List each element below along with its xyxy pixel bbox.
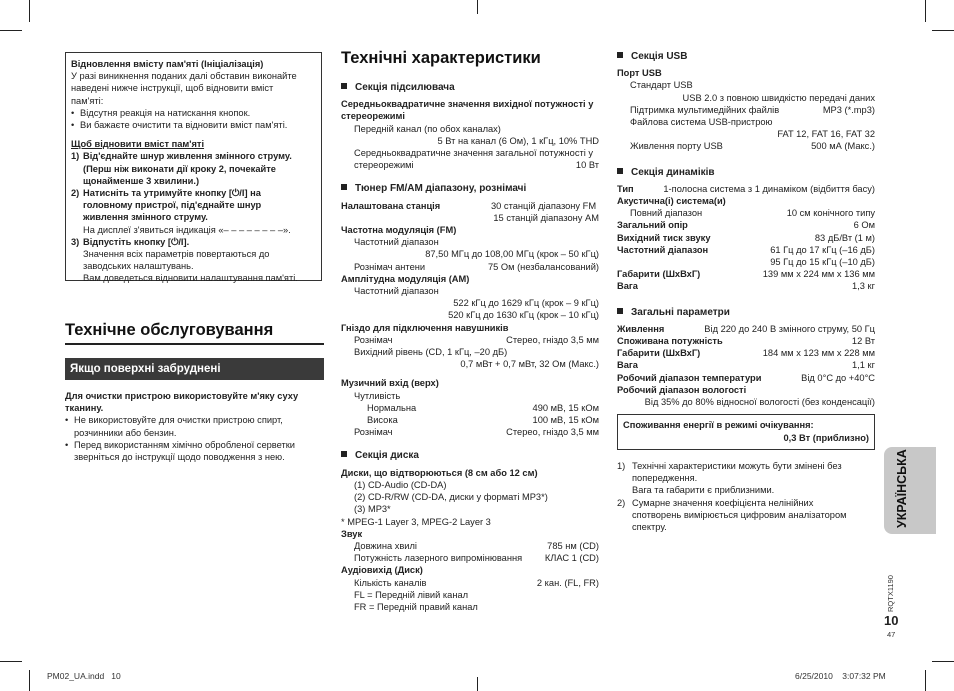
tuner-heading: Тюнер FM/AM діапазону, рознімачі [341, 183, 599, 195]
crop-mark [477, 677, 478, 691]
step-1: 1) Від'єднайте шнур живлення змінного струму. (Перш ніж виконати дії кроку 2, почекайте щонайменше 3 хвилини.) [71, 151, 292, 186]
step-3: 3) Відпустіть кнопку [⏻/I]. Значення всіх параметрів повертаються до заводських налаштувань. Вам доведеться відновити налаштування пам'яті. [71, 236, 298, 284]
list-item: • Відсутня реакція на натискання кнопок. [71, 107, 251, 118]
specs-title: Технічні характеристики [341, 49, 541, 67]
page-number: 10 [884, 613, 899, 628]
speaker-heading: Секція динаміків [617, 167, 875, 179]
crop-mark [0, 30, 22, 31]
page-sub-number: 47 [887, 630, 896, 639]
step-2: 2) Натисніть та утримуйте кнопку [⏻/I] на головному пристрої, під'єднайте шнур живлення змінного струму. На дисплеї з'явиться індикація «– – – – – – – –». [71, 188, 291, 235]
init-intro-3: пам'яті: [71, 95, 104, 106]
language-tab-label: УКРАЇНСЬКА [895, 449, 909, 528]
crop-mark [932, 661, 954, 662]
crop-mark [925, 670, 926, 691]
crop-mark [925, 0, 926, 22]
title-rule [65, 343, 324, 345]
doc-code: RQTX1190 [886, 575, 895, 612]
general-heading: Загальні параметри [617, 307, 875, 319]
notes [617, 460, 875, 533]
memory-init-box [65, 52, 322, 284]
usb-heading: Секція USB [617, 51, 875, 63]
crop-mark [29, 0, 30, 22]
init-subtitle: Щоб відновити вміст пам'яті [71, 139, 205, 150]
disc-heading: Секція диска [341, 450, 599, 462]
init-intro-1: У разі виникнення поданих далі обставин виконайте [71, 71, 297, 82]
list-item: • Перед використанням хімічно обробленої серветки зверніться до інструкції щодо поводження з нею. [65, 439, 296, 463]
crop-mark [0, 661, 22, 662]
footer-date: 6/25/2010 3:07:32 PM [795, 671, 886, 681]
note-1: 1) Технічні характеристики можуть бути змінені без попередження. Вага та габарити є приблизними. [617, 461, 842, 496]
init-title: Відновлення вмісту пам'яті (Ініціалізація) [71, 59, 264, 69]
crop-mark [477, 0, 478, 14]
note-2: 2) Сумарне значення коефіцієнта нелінійних спотворень вимірюється цифровим аналізатором спектру. [617, 497, 847, 533]
crop-mark [932, 30, 954, 31]
init-intro-2: наведені нижче інструкції, щоб відновити вміст [71, 83, 274, 94]
footer-file: PM02_UA.indd 10 [47, 671, 121, 681]
standby-box: Споживання енергії в режимі очікування: 0,3 Вт (приблизно) [617, 414, 875, 450]
crop-mark [29, 670, 30, 691]
list-item: • Не використовуйте для очистки пристрою спирт, розчинники або бензин. [65, 415, 283, 438]
list-item: • Ви бажаєте очистити та відновити вміст пам'яті. [71, 120, 288, 131]
specs-right: Секція USB Порт USB Стандарт USB USB 2.0 з повною швидкістю передачі даних Підтримка мультимедійних файлів MP3 (*.mp3) Файлова система USB-пристрою FAT 12, FAT 16, FAT 32 Живлення порту USB 500 мА (Макс.) Секція динаміків Тип 1-полосна система з 1 динаміком (відбиття басу) Акустична(і) система(и) Повний діапазон 10 см конічного типу Загальний опір 6 Ом Вихідний тиск звуку 83 дБ/Вт (1 м) Частотний діапазон 61 Гц до 17 кГц (–16 дБ) 95 Гц до 15 кГц (–10 дБ) Габарити (ШхВхГ) 139 мм x 224 мм x 136 мм Вага 1,3 кг Загальні параметри Живлення Від 220 до 240 В змінного струму, 50 Гц Споживана потужність 12 Вт Габарити (ШхВхГ) 184 мм x 123 мм x 228 мм Вага 1,1 кг Робочий діапазон температури Від 0°C до +40°C Робочий діапазон вологості Від 35% до 80% відносної вологості (без конденсації) [617, 51, 875, 408]
cleaning-section: Для очистки пристрою використовуйте м'яку суху тканину. • Не використовуйте для очистки пристрою спирт, розчинники або бензин. • Перед використанням хімічно обробленої серветки зверніться до інструкції щодо поводження з нею. [65, 390, 324, 463]
specs-middle: Секція підсилювача Середньоквадратичне значення вихідної потужності у стереорежимі Передній канал (по обох каналах) 5 Вт на канал (6 Ом), 1 кГц, 10% THD Середньоквадратичне значення загальної потужності у стереорежимі 10 Вт Тюнер FM/AM діапазону, рознімачі Налаштована станція 30 станцій діапазону FM 15 станцій діапазону AM Частотна модуляція (FM) Частотний діапазон 87,50 МГц до 108,00 МГц (крок – 50 кГц) Рознімач антени 75 Ом (незбалансований) Амплітудна модуляція (AM) Частотний діапазон 522 кГц до 1629 кГц (крок – 9 кГц) 520 кГц до 1630 кГц (крок – 10 кГц) Гніздо для підключення навушників Рознімач Стерео, гніздо 3,5 мм Вихідний рівень (CD, 1 кГц, –20 дБ) 0,7 мВт + 0,7 мВт, 32 Ом (Макс.) Музичний вхід (верх) Чутливість Нормальна 490 мВ, 15 кОм Висока 100 мВ, 15 кОм Рознімач Стерео, гніздо 3,5 мм Секція диска Диски, що відтворюються (8 см або 12 см) (1) CD-Audio (CD-DA) (2) CD-R/RW (CD-DA, диски у форматі MP3*) (3) MP3* * MPEG-1 Layer 3, MPEG-2 Layer 3 Звук Довжина хвилі 785 нм (CD) Потужність лазерного випромінювання КЛАС 1 (CD) Аудіовихід (Диск) Кількість каналів 2 кан. (FL, FR) FL = Передній лівий канал FR = Передній правий канал [341, 82, 599, 612]
maintenance-title: Технічне обслуговування [65, 321, 274, 339]
amp-heading: Секція підсилювача [341, 82, 599, 94]
dirty-heading: Якщо поверхні забруднені [65, 358, 324, 380]
